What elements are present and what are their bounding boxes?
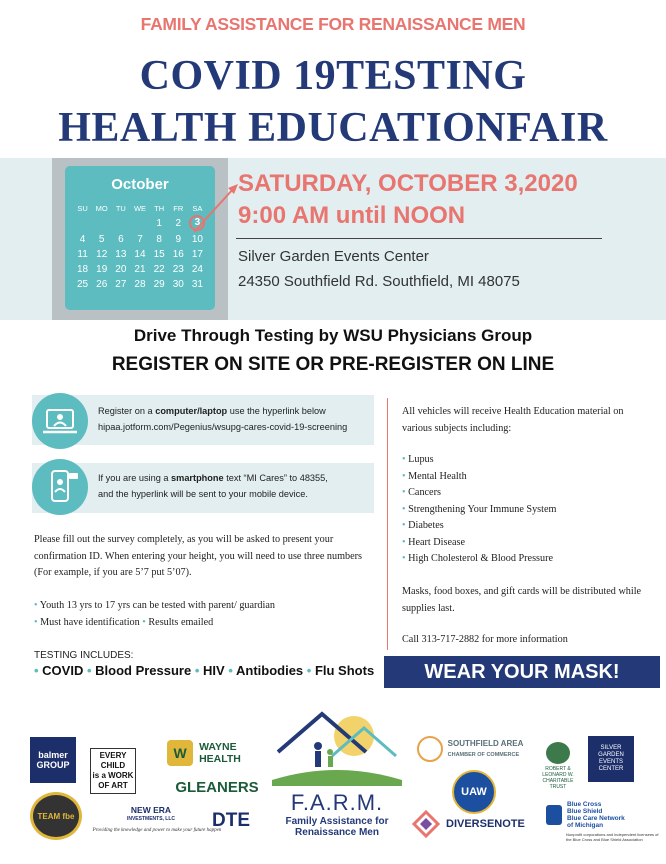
- calendar-day-header: SA: [192, 204, 203, 213]
- testing-item: Flu Shots: [314, 663, 375, 678]
- leonard-trust-logo: [538, 742, 578, 790]
- calendar-day: 1: [156, 218, 162, 229]
- calendar-day: 4: [79, 234, 86, 245]
- calendar-day-header: TU: [115, 204, 126, 213]
- calendar-day-header: WE: [133, 204, 147, 213]
- new-era-line2: INVESTMENTS, LLC: [126, 816, 176, 822]
- calendar-day: 12: [96, 249, 108, 260]
- distribution-note: Masks, food boxes, and gift cards will be distributed while supplies last.: [402, 586, 642, 614]
- health-subject-label: Cancers: [408, 487, 441, 498]
- calendar-day: 16: [172, 249, 184, 260]
- health-subject-label: Lupus: [408, 454, 434, 465]
- new-era-tagline: Providing the knowledge and power to make your future happen: [92, 828, 222, 833]
- calendar-day: 8: [156, 234, 162, 245]
- testing-items: [34, 663, 374, 678]
- bcbs-logo: [546, 800, 658, 830]
- bullet-icon: •: [86, 663, 96, 678]
- calendar-day: 15: [153, 249, 165, 260]
- drive-through-heading: Drive Through Testing by WSU Physicians Group: [133, 326, 533, 345]
- arrow-icon: [186, 170, 246, 240]
- event-date: SATURDAY, OCTOBER 3,2020: [238, 170, 578, 197]
- farm-house-icon: [272, 700, 402, 786]
- wayne-health-logo: [150, 737, 258, 769]
- sfa-line1: SOUTHFIELD AREA: [447, 738, 524, 748]
- bullet-icon: •: [402, 553, 409, 564]
- calendar-day: 18: [77, 264, 89, 275]
- organization-name: FAMILY ASSISTANCE FOR RENAISSANCE MEN: [140, 14, 526, 34]
- every-child-line2: CHILD: [100, 761, 126, 770]
- calendar-day: 25: [77, 279, 89, 290]
- calendar-day: 24: [191, 264, 203, 275]
- team-fbe-logo: TEAM fbe: [30, 792, 82, 840]
- every-child-line1: EVERY: [99, 751, 127, 760]
- phone-line2: and the hyperlink will be sent to your mobile device.: [98, 489, 308, 499]
- balmer-logo: balmer GROUP: [30, 737, 76, 783]
- venue-name: Silver Garden Events Center: [238, 248, 429, 265]
- id-requirement: • Must have identification • Results emailed: [34, 617, 214, 628]
- calendar-day: [130, 217, 149, 230]
- bullet-icon: •: [402, 503, 409, 515]
- diversenote-icon: [412, 810, 440, 838]
- bullet-icon: •: [402, 487, 409, 498]
- bcbs-line4: of Michigan: [567, 822, 604, 829]
- calendar-day: 9: [175, 234, 182, 245]
- sgec-line2: EVENTS CENTER: [598, 759, 624, 772]
- new-era-line1: NEW ERA: [130, 805, 172, 815]
- calendar-day: 14: [134, 249, 146, 260]
- event-title-line1: COVID 19TESTING: [139, 53, 527, 99]
- health-subjects-list: [402, 452, 556, 568]
- calendar-day-header: TH: [154, 204, 165, 213]
- bullet-icon: •: [402, 536, 409, 548]
- calendar-day: [111, 217, 130, 230]
- bullet-icon: •: [228, 663, 236, 678]
- column-divider: [387, 398, 388, 650]
- youth-requirement: • Youth 13 yrs to 17 yrs can be tested with parent/ guardian: [34, 600, 275, 611]
- event-title-line2: HEALTH EDUCATIONFAIR: [58, 105, 608, 151]
- laptop-person-icon: [32, 393, 88, 449]
- tree-icon: [546, 742, 570, 764]
- testing-item: Blood Pressure: [95, 663, 195, 678]
- health-subject-item: [402, 551, 556, 568]
- wayne-line2: HEALTH: [199, 753, 241, 765]
- contact-info: Call 313-717-2882 for more information: [402, 634, 568, 645]
- wear-mask-banner: WEAR YOUR MASK!: [384, 656, 660, 688]
- calendar-day: 10: [191, 234, 203, 245]
- register-heading: REGISTER ON SITE OR PRE-REGISTER ON LINE: [111, 354, 555, 375]
- farm-sub-line2: Renaissance Men: [295, 827, 379, 838]
- health-subject-label: Mental Health: [408, 470, 467, 482]
- id-text: Must have identification: [40, 617, 140, 628]
- health-subject-item: [402, 469, 556, 486]
- testing-item: Antibodies: [236, 663, 307, 678]
- calendar-month: October: [111, 176, 169, 193]
- venue-address: 24350 Southfield Rd. Southfield, MI 48075: [238, 273, 520, 290]
- health-subject-item: [402, 535, 556, 552]
- health-education-intro: All vehicles will receive Health Education material on various subjects including:: [402, 406, 624, 434]
- phone-post: text “MI Cares” to 48355,: [223, 473, 328, 483]
- calendar-day: 5: [98, 234, 105, 245]
- calendar-day: 29: [153, 279, 165, 290]
- computer-bold: computer/laptop: [155, 406, 228, 416]
- bullet-icon: •: [194, 663, 204, 678]
- every-child-line3: is a WORK: [92, 771, 134, 780]
- bullet-icon: •: [34, 663, 43, 678]
- computer-registration-text: [98, 403, 347, 435]
- calendar-day: [73, 217, 92, 230]
- calendar-day: 31: [191, 279, 203, 290]
- uaw-logo: UAW: [452, 770, 496, 814]
- health-subject-label: Strengthening Your Immune System: [408, 503, 557, 515]
- shield-icon: [546, 805, 562, 825]
- calendar-day: 27: [115, 279, 127, 290]
- farm-sub-line1: Family Assistance for: [285, 816, 389, 827]
- calendar-day: 23: [172, 264, 184, 275]
- calendar-day: 13: [115, 249, 127, 260]
- sun-icon: [417, 736, 443, 762]
- results-text: Results emailed: [148, 617, 214, 628]
- bullet-icon: •: [402, 470, 409, 482]
- bcbs-line3: Blue Care Network: [567, 815, 625, 822]
- calendar-day: 2: [175, 218, 182, 229]
- calendar-day: [92, 217, 111, 230]
- gleaners-logo: GLEANERS: [175, 778, 259, 796]
- calendar-day: 3: [189, 215, 205, 231]
- computer-pre: Register on a: [98, 406, 156, 416]
- bullet-icon: •: [306, 663, 315, 678]
- wayne-line1: WAYNE: [199, 741, 237, 753]
- divider: [236, 238, 602, 239]
- registration-link[interactable]: hipaa.jotform.com/Pegenius/wsupg-cares-covid-19-screening: [98, 422, 348, 432]
- bcbs-line2: Blue Shield: [567, 808, 603, 815]
- calendar-day: 20: [115, 264, 127, 275]
- calendar-day: 19: [96, 264, 108, 275]
- calendar-day: 21: [134, 264, 146, 275]
- leonard-line2: CHARITABLE TRUST: [542, 778, 574, 790]
- phone-registration-text: [98, 470, 328, 502]
- calendar-day-header: MO: [95, 204, 108, 213]
- calendar-day: 26: [96, 279, 108, 290]
- bullet-icon: •: [402, 454, 409, 465]
- smartphone-person-icon: [32, 459, 88, 515]
- calendar-day: 28: [134, 279, 146, 290]
- calendar-day: 17: [191, 249, 203, 260]
- health-subject-item: [402, 518, 556, 535]
- calendar-day: 22: [153, 264, 165, 275]
- calendar-day-header: FR: [173, 204, 184, 213]
- bcbs-tagline: Nonprofit corporations and independent licensees of the Blue Cross and Blue Shield Association: [566, 832, 659, 842]
- testing-item: HIV: [203, 663, 229, 678]
- phone-bold: smartphone: [171, 473, 224, 483]
- event-time: 9:00 AM until NOON: [238, 202, 466, 229]
- youth-text: Youth 13 yrs to 17 yrs can be tested with parent/ guardian: [39, 600, 275, 611]
- health-subject-item: [402, 485, 556, 502]
- wayne-w-icon: W: [167, 740, 193, 766]
- health-subject-label: Diabetes: [408, 520, 444, 531]
- health-subject-item: [402, 452, 556, 469]
- leonard-line1: ROBERT & LEONARD W.: [542, 766, 574, 778]
- sfa-line2: CHAMBER OF COMMERCE: [447, 751, 520, 758]
- dte-logo: DTE: [212, 810, 250, 831]
- sgec-line1: SILVER GARDEN: [598, 745, 624, 758]
- farm-subtitle: [272, 816, 402, 838]
- calendar-day: 6: [118, 234, 124, 245]
- farm-name: F.A.R.M.: [290, 790, 384, 815]
- phone-pre: If you are using a: [98, 473, 172, 483]
- calendar-day: 30: [172, 279, 184, 290]
- health-subject-label: Heart Disease: [408, 536, 465, 548]
- southfield-chamber-logo: [410, 734, 530, 764]
- bullet-icon: •: [402, 520, 409, 531]
- health-subject-label: High Cholesterol & Blood Pressure: [408, 553, 554, 564]
- calendar-day: 11: [77, 249, 88, 260]
- calendar-day-header: SU: [77, 204, 88, 213]
- silver-garden-logo: [588, 736, 634, 782]
- testing-item: COVID: [42, 663, 87, 678]
- every-child-line4: OF ART: [98, 781, 128, 790]
- new-era-logo: [104, 804, 198, 826]
- diversenote-logo: DIVERSENOTE: [446, 818, 525, 830]
- calendar-day: 7: [137, 234, 143, 245]
- health-subject-item: [402, 502, 556, 519]
- every-child-logo: [90, 748, 136, 794]
- testing-label: TESTING INCLUDES:: [34, 650, 134, 661]
- computer-post: use the hyperlink below: [227, 406, 326, 416]
- bcbs-line1: Blue Cross: [567, 801, 602, 808]
- survey-note: Please fill out the survey completely, as you will be asked to present your confirmation ID. When entering your height, you will need to use three numbers (For example, if you are 5’7 put 5’07).: [34, 534, 362, 578]
